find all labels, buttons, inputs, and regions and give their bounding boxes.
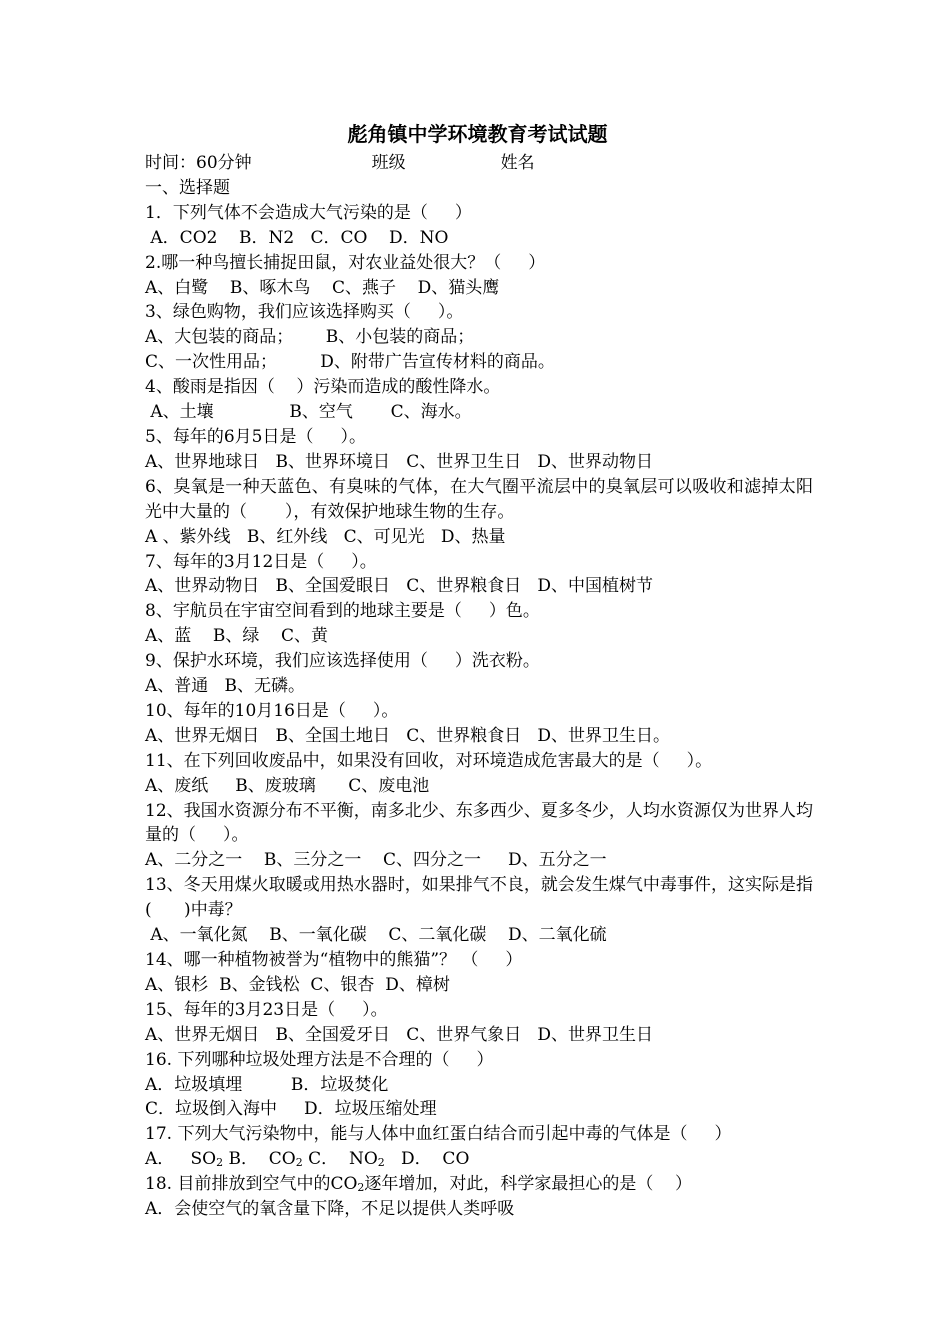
question-3-options-cd: C、一次性用品； D、附带广告宣传材料的商品。 [145, 352, 555, 373]
subscript: 2 [377, 1156, 385, 1170]
section-heading: 一、选择题 [145, 177, 230, 198]
question-8: 8、宇航员在宇宙空间看到的地球主要是（ ）色。 [145, 601, 540, 622]
question-17: 17. 下列大气污染物中，能与人体中血红蛋白结合而引起中毒的气体是（ ） [145, 1124, 732, 1145]
question-15: 15、每年的3月23日是（ ）。 [145, 999, 388, 1020]
question-1: 1．下列气体不会造成大气污染的是（ ） [145, 202, 472, 223]
question-11: 11、在下列回收废品中，如果没有回收，对环境造成危害最大的是（ ）。 [145, 750, 713, 771]
option-a: A． SO [145, 1149, 217, 1170]
question-18-start: 18. 目前排放到空气中的CO [145, 1174, 358, 1195]
question-10: 10、每年的10月16日是（ ）。 [145, 700, 399, 721]
question-2-options: A、白鹭 B、啄木鸟 C、燕子 D、猫头鹰 [145, 277, 500, 298]
option-b: B． CO [228, 1149, 296, 1170]
question-13: 13、冬天用煤火取暖或用热水器时，如果排气不良，就会发生煤气中毒事件，这实际是指( )中毒？ [145, 875, 813, 921]
question-18-end: 逐年增加，对此，科学家最担心的是（ ） [364, 1174, 693, 1195]
class-label: 班级 [371, 153, 406, 173]
question-3: 3、绿色购物，我们应该选择购买（ ）。 [145, 302, 464, 323]
question-4: 4、酸雨是指因（ ）污染而造成的酸性降水。 [145, 377, 501, 398]
subscript: 2 [295, 1156, 303, 1170]
question-18 [145, 1172, 830, 1197]
question-4-options: A、土壤 B、空气 C、海水。 [145, 402, 472, 423]
question-17-options [145, 1147, 830, 1172]
question-6: 6、臭氧是一种天蓝色、有臭味的气体，在大气圈平流层中的臭氧层可以吸收和滤掉太阳光中大量的（ ），有效保护地球生物的生存。 [145, 476, 813, 522]
question-8-options: A、蓝 B、绿 C、黄 [145, 626, 329, 647]
question-10-options: A、世界无烟日 B、全国土地日 C、世界粮食日 D、世界卫生日。 [145, 725, 671, 746]
question-18-option-a: A．会使空气的氧含量下降，不足以提供人类呼吸 [145, 1199, 515, 1220]
question-13-options: A、一氧化氮 B、一氧化碳 C、二氧化碳 D、二氧化硫 [145, 925, 607, 946]
question-2: 2.哪一种鸟擅长捕捉田鼠，对农业益处很大？（ ） [145, 252, 546, 273]
question-15-options: A、世界无烟日 B、全国爱牙日 C、世界气象日 D、世界卫生日 [145, 1024, 654, 1045]
question-5-options: A、世界地球日 B、世界环境日 C、世界卫生日 D、世界动物日 [145, 451, 654, 472]
question-16-options-cd: C．垃圾倒入海中 D．垃圾压缩处理 [145, 1099, 437, 1120]
name-label: 姓名 [500, 153, 535, 173]
question-16-options-ab: A．垃圾填埋 B．垃圾焚化 [145, 1074, 389, 1095]
question-1-options: A．CO2 B．N2 C．CO D．NO [145, 227, 449, 248]
question-12-options: A、二分之一 B、三分之一 C、四分之一 D、五分之一 [145, 850, 607, 871]
question-14: 14、哪一种植物被誉为“植物中的熊猫”？ （ ） [145, 950, 523, 970]
exam-title: 彪角镇中学环境教育考试试题 [347, 122, 608, 146]
option-c: C． NO [308, 1149, 378, 1170]
option-d: D． CO [401, 1149, 470, 1170]
question-9: 9、保护水环境，我们应该选择使用（ ）洗衣粉。 [145, 651, 540, 672]
question-9-options: A、普通 B、无磷。 [145, 676, 305, 697]
question-7: 7、每年的3月12日是（ ）。 [145, 551, 377, 572]
question-16: 16. 下列哪种垃圾处理方法是不合理的（ ） [145, 1049, 494, 1070]
time-label: 时间：60分钟 [145, 153, 252, 173]
exam-header [145, 151, 830, 176]
subscript: 2 [357, 1181, 365, 1195]
question-5: 5、每年的6月5日是（ ）。 [145, 426, 366, 447]
question-6-options: A 、紫外线 B、红外线 C、可见光 D、热量 [145, 526, 506, 547]
question-7-options: A、世界动物日 B、全国爱眼日 C、世界粮食日 D、中国植树节 [145, 576, 654, 597]
question-3-options-ab: A、大包装的商品； B、小包装的商品； [145, 327, 475, 348]
subscript: 2 [216, 1156, 224, 1170]
question-12: 12、我国水资源分布不平衡，南多北少、东多西少、夏多冬少，人均水资源仅为世界人均量的（ ）。 [145, 800, 813, 846]
question-14-options: A、银杉 B、金钱松 C、银杏 D、樟树 [145, 974, 450, 995]
question-11-options: A、废纸 B、废玻璃 C、废电池 [145, 775, 430, 796]
